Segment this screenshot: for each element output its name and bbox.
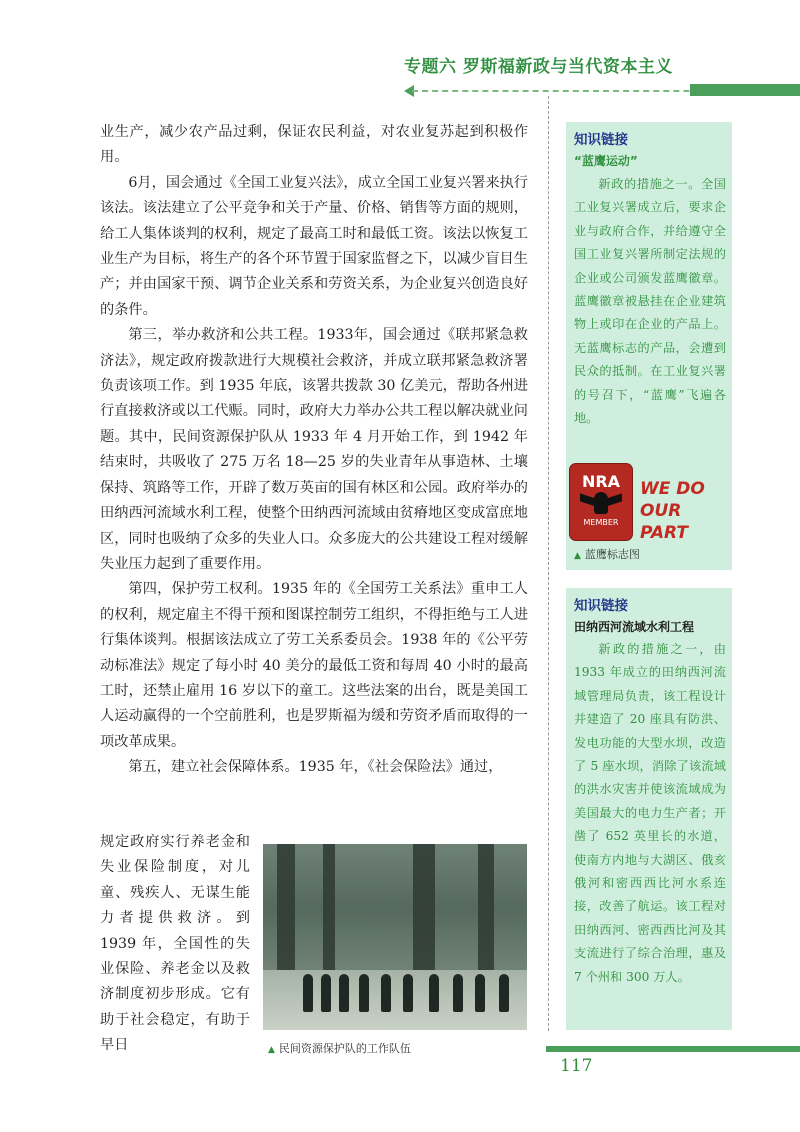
eagle-icon bbox=[594, 492, 608, 514]
sidebox-subtitle: “蓝鹰运动” bbox=[574, 154, 638, 168]
ccc-workers-photo bbox=[263, 844, 527, 1030]
logo-caption: ▲ 蓝鹰标志图 bbox=[574, 548, 640, 561]
paragraph-wrap-text: 规定政府实行养老金和失业保险制度，对儿童、残疾人、无谋生能力者提供救济。到 1939 年，全国性的失业保险、养老金以及救济制度初步形成。它有助于社会稳定，有助于早日 bbox=[100, 834, 250, 1054]
sidebox-body: 新政的措施之一，由 1933 年成立的田纳西河流域管理局负责，该工程设计并建造了 20 座具有防洪、发电功能的大型水坝，改造了 5 座水坝，消除了该流域的洪水灾害并使该流域成为美国最大的电力生产者；开凿了 652 英里长的水道，使南方内地与大湖区、俄亥俄河和密西西比河水系连接，改善了航运。该工程对田纳西河、密西西比河及其支流进行了综合治理，惠及 7 个州和 300 万人。 bbox=[574, 642, 726, 984]
sidebox-heading: 知识链接 bbox=[574, 132, 628, 148]
sidebox-body: 新政的措施之一。全国工业复兴署成立后，要求企业与政府合作，并给遵守全国工业复兴署所制定法规的企业或公司颁发蓝鹰徽章。蓝鹰徽章被悬挂在企业建筑物上或印在企业的产品上。无蓝鹰标志的产品，会遭到民众的抵制。在工业复兴署的号召下，“蓝鹰”飞遍各地。 bbox=[574, 177, 726, 426]
main-text-column bbox=[100, 120, 528, 781]
page-number: 117 bbox=[560, 1056, 593, 1076]
paragraph-relief: 第三，举办救济和公共工程。1933年，国会通过《联邦紧急救济法》，规定政府拨款进行大规模社会救济，并成立联邦紧急救济署负责该项工作。到 1935 年底，该署共拨款 30 亿美元，帮助各州进行直接救济或以工代赈。同时，政府大力举办公共工程以解决就业问题。其中，民间资源保护队从 1933 年 4 月开始工作，到 1942 年结束时，共吸收了 275 万名 18—25 岁的失业青年从事造林、土壤保持、筑路等工作，开辟了数万英亩的国有林区和公园。政府举办的田纳西河流域水利工程，使整个田纳西河流域由贫瘠地区变成富庶地区，同时也吸纳了众多的失业人口。众多庞大的公共建设工程对缓解失业压力起到了重要作用。 bbox=[100, 327, 528, 572]
paragraph-continuation: 业生产，减少农产品过剩，保证农民利益，对农业复苏起到积极作用。 bbox=[100, 124, 528, 166]
column-divider bbox=[548, 96, 549, 1031]
photo-caption: ▲ 民间资源保护队的工作队伍 bbox=[268, 1042, 411, 1055]
triangle-icon: ▲ bbox=[268, 1045, 275, 1055]
paragraph-labor: 第四，保护劳工权利。1935 年的《全国劳工关系法》重申工人的权利，规定雇主不得干预和图谋控制劳工组织，不得拒绝与工人进行集体谈判。根据该法成立了劳工关系委员会。1938 年的《公平劳动标准法》规定了每小时 40 美分的最低工资和每周 40 小时的最高工时，还禁止雇用 16 岁以下的童工。这些法案的出台，既是美国工人运动赢得的一个空前胜利，也是罗斯福为缓和劳资矛盾而取得的一项改革成果。 bbox=[100, 581, 528, 750]
paragraph-social-security: 第五，建立社会保障体系。1935 年，《社会保险法》通过， bbox=[128, 759, 503, 776]
sidebox-subtitle: 田纳西河流域水利工程 bbox=[574, 620, 695, 634]
chapter-title: 专题六 罗斯福新政与当代资本主义 bbox=[404, 57, 673, 77]
footer-bar bbox=[546, 1046, 800, 1052]
sidebox-heading: 知识链接 bbox=[574, 598, 628, 614]
header-bar bbox=[690, 84, 800, 96]
triangle-icon: ▲ bbox=[574, 551, 581, 561]
nra-blue-eagle-logo: NRA MEMBER bbox=[570, 464, 632, 540]
nra-slogan: WE DO OUR PART bbox=[640, 479, 705, 543]
paragraph-industry-act: 6月，国会通过《全国工业复兴法》，成立全国工业复兴署来执行该法。该法建立了公平竞争和关于产量、价格、销售等方面的规则，给工人集体谈判的权利，规定了最高工时和最低工资。该法以恢复工业生产为目标，将生产的各个环节置于国家监督之下，以减少盲目生产；并由国家干预、调节企业关系和劳资关系，为企业复兴创造良好的条件。 bbox=[100, 174, 528, 318]
